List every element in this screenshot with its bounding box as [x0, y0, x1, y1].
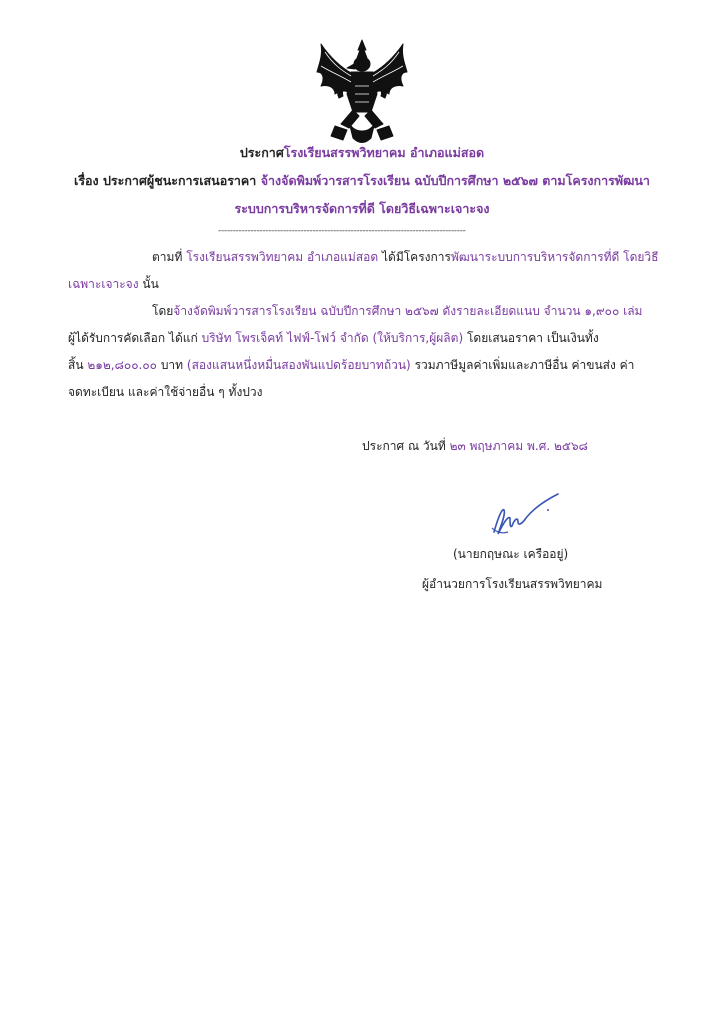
text-run: โดยเสนอราคา เป็นเงินทั้ง: [466, 331, 599, 345]
garuda-emblem-icon: [313, 38, 411, 146]
date-value: ๒๓ พฤษภาคม พ.ศ. ๒๕๖๘: [449, 439, 588, 453]
method-name: เฉพาะเจาะจง: [68, 277, 139, 291]
project-name: พัฒนาระบบการบริหารจัดการที่ดี โดยวิธี: [450, 250, 659, 264]
text-run: ผู้ได้รับการคัดเลือก ได้แก่: [68, 331, 198, 345]
text-run: สิ้น: [68, 358, 84, 372]
header-line-2: [0, 171, 724, 191]
header-line-1: [0, 143, 724, 163]
announcement-date: [362, 437, 588, 456]
paragraph-2-line-1: [152, 302, 642, 320]
signatory-name: (นายกฤษณะ เครืออยู่): [453, 547, 569, 561]
header-school-name: โรงเรียนสรรพวิทยาคม อำเภอแม่สอด: [283, 145, 485, 160]
text-run: บาท: [160, 358, 184, 372]
paragraph-1-line-2: [68, 275, 159, 293]
signatory-position: ผู้อำนวยการโรงเรียนสรรพวิทยาคม: [422, 577, 603, 591]
price-amount: ๒๑๒,๘๐๐.๐๐: [87, 358, 157, 372]
school-name-ref: โรงเรียนสรรพวิทยาคม อำเภอแม่สอด: [186, 250, 379, 264]
job-description: จ้างจัดพิมพ์วารสารโรงเรียน ฉบับปีการศึกษา ๒๕๖๗ ดังรายละเอียดแนบ จำนวน ๑,๙๐๐ เล่ม: [173, 304, 643, 318]
winner-company: บริษัท โพรเจ็คท์ ไฟฟ์-โฟว์ จำกัด (ให้บริการ,ผู้ผลิต): [201, 331, 464, 345]
text-run: นั้น: [142, 277, 159, 291]
text-run: โดย: [152, 304, 174, 318]
paragraph-2-line-2: [68, 329, 599, 347]
signature-icon: [484, 488, 564, 540]
subject-prefix: เรื่อง ประกาศผู้ชนะการเสนอราคา: [74, 173, 257, 188]
text-run: รวมภาษีมูลค่าเพิ่มและภาษีอื่น ค่าขนส่ง ค่า: [414, 358, 635, 372]
header-line-3: ระบบการบริหารจัดการที่ดี โดยวิธีเฉพาะเจาะจง: [234, 201, 490, 216]
text-run: ตามที่: [152, 250, 183, 264]
paragraph-2-line-3: [68, 356, 634, 374]
paragraph-1-line-1: [152, 248, 659, 266]
paragraph-2-line-4: จดทะเบียน และค่าใช้จ่ายอื่น ๆ ทั้งปวง: [68, 385, 263, 399]
text-run: ได้มีโครงการ: [381, 250, 451, 264]
subject-text: จ้างจัดพิมพ์วารสารโรงเรียน ฉบับปีการศึกษา ๒๕๖๗ ตามโครงการพัฒนา: [260, 173, 650, 188]
separator-line: ------------------------------------------------------------------------------------: [218, 226, 466, 236]
date-prefix: ประกาศ ณ วันที่: [362, 439, 446, 453]
price-in-words: (สองแสนหนึ่งหมื่นสองพันแปดร้อยบาทถ้วน): [186, 358, 411, 372]
header-prefix: ประกาศ: [239, 145, 284, 160]
